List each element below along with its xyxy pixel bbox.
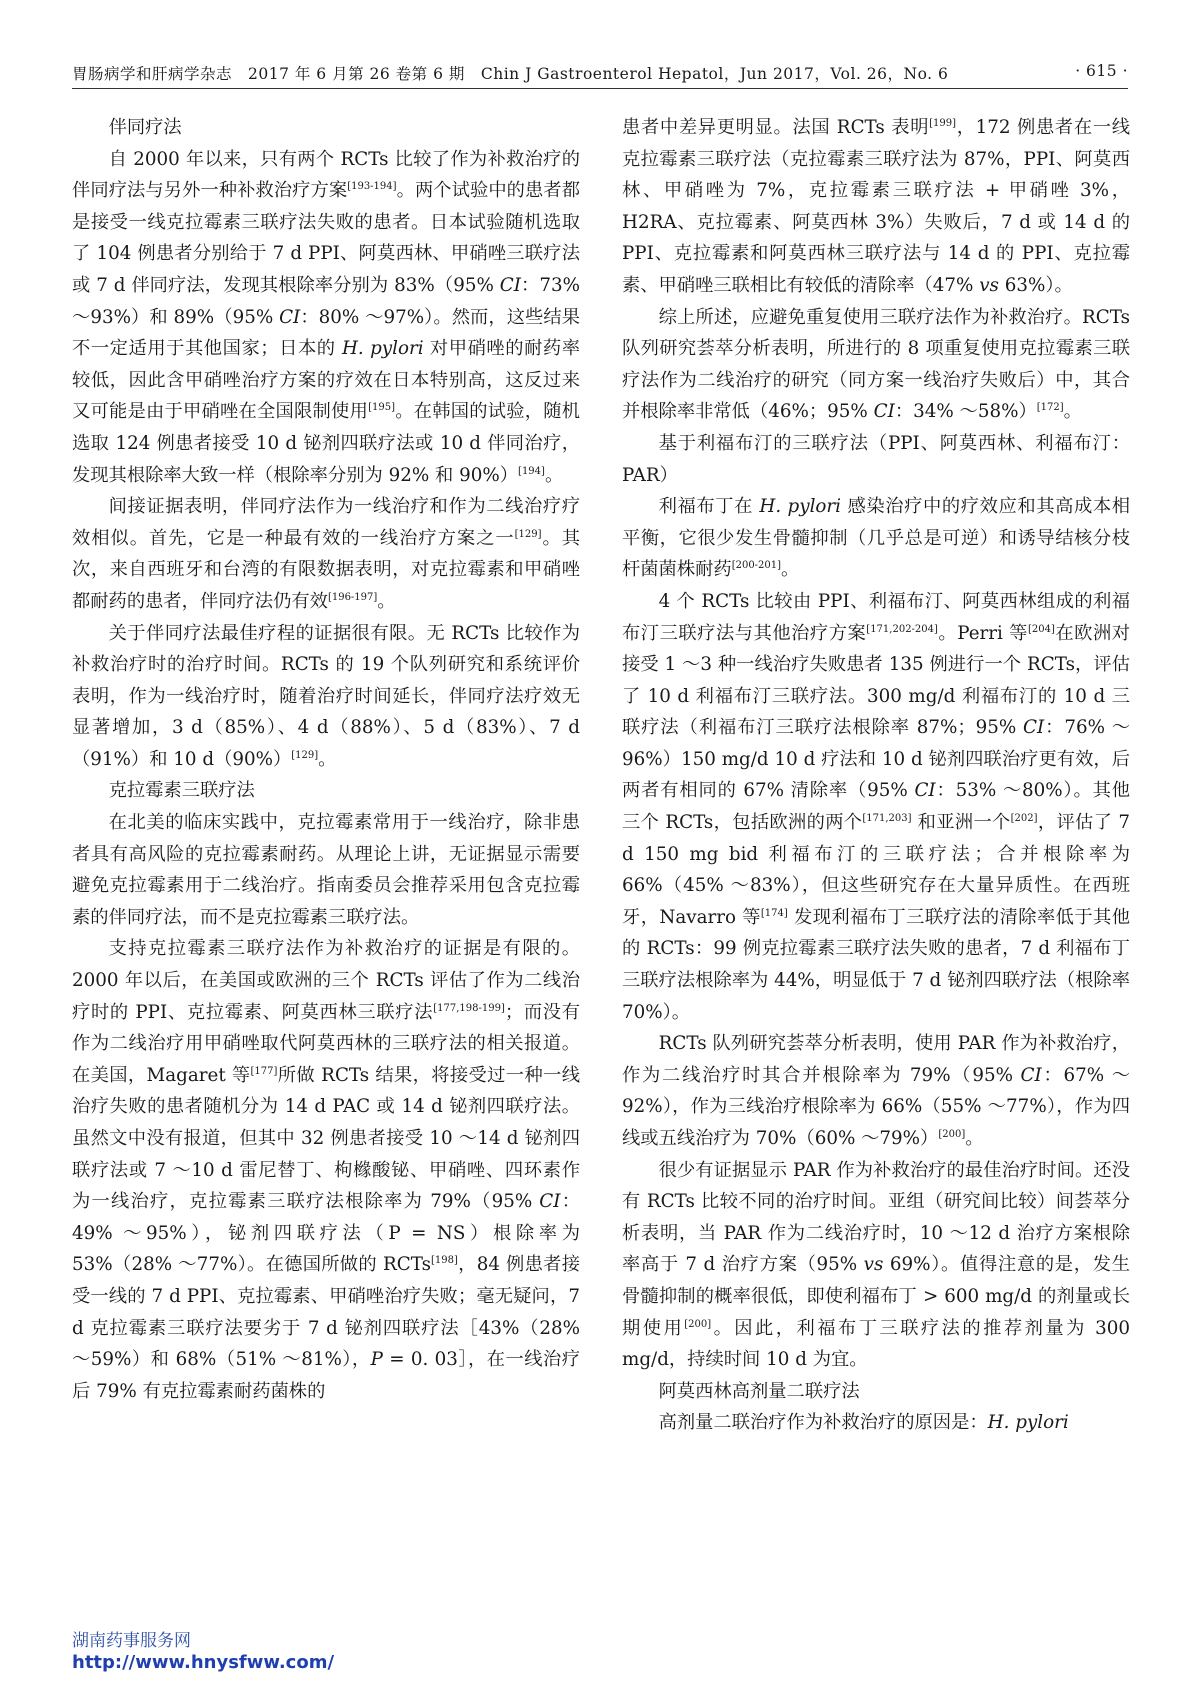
paragraph: RCTs 队列研究荟萃分析表明，使用 PAR 作为补救治疗，作为二线治疗时其合并根除率为 79%（95% CI：67% ～92%），作为三线治疗根除率为 66%（55% ～77%），作为四线或五线治疗为 70%（60% ～79%）[200]。 (622, 1033, 1130, 1149)
running-header (72, 62, 1128, 88)
citation: [129] (291, 749, 319, 761)
citation: [196-197] (327, 591, 378, 603)
citation: [200-201] (731, 560, 782, 572)
paragraph: 综上所述，应避免重复使用三联疗法作为补救治疗。RCTs 队列研究荟萃分析表明，所进行的 8 项重复使用克拉霉素三联疗法作为二线治疗的研究（同方案一线治疗失败后）中，其合并根除率非常低（46%；95% CI：34% ～58%）[172]。 (622, 306, 1130, 423)
section-heading-amoxicillin: 阿莫西林高剂量二联疗法 (658, 1380, 860, 1402)
citation: [129] (514, 528, 542, 540)
paragraph: 高剂量二联治疗作为补救治疗的原因是：H. pylori (658, 1412, 1069, 1434)
citation: [193-194] (347, 181, 397, 193)
header-rule (72, 88, 1128, 89)
citation: [200] (938, 1128, 966, 1140)
citation: [177] (250, 1065, 278, 1077)
citation: [172] (1036, 402, 1064, 414)
citation: [199] (929, 117, 957, 129)
citation: [198] (431, 1255, 458, 1267)
citation: [171,203] (862, 812, 912, 824)
citation: [171,202-204] (866, 623, 938, 635)
paragraph: 关于伴同疗法最佳疗程的证据很有限。无 RCTs 比较作为补救治疗时的治疗时间。RCTs 的 19 个队列研究和系统评价表明，作为一线治疗时，随着治疗时间延长，伴同疗法疗效无显著增加，3 d（85%）、4 d（88%）、5 d（83%）、7 d（91%）和 10 d（90%）[129]。 (72, 622, 580, 770)
page-number: · 615 · (1075, 62, 1128, 80)
citation: [177,198-199] (433, 1002, 505, 1014)
paragraph: 自 2000 年以来，只有两个 RCTs 比较了作为补救治疗的伴同疗法与另外一种补救治疗方案[193-194]。两个试验中的患者都是接受一线克拉霉素三联疗法失败的患者。日本试验随机选取了 104 例患者分别给于 7 d PPI、阿莫西林、甲硝唑三联疗法或 7 d 伴同疗法，发现其根除率分别为 83%（95% CI：73% ～93%）和 89%（95% CI：80% ～97%）。然而，这些结果不一定适用于其他国家；日本的 H. pylori 对甲硝唑的耐药率较低，因此含甲硝唑治疗方案的疗效在日本特别高，这反过来又可能是由于甲硝唑在全国限制使用[195]。在韩国的试验，随机选取 124 例患者接受 10 d 铋剂四联疗法或 10 d 伴同治疗，发现其根除率大致一样（根除率分别为 92% 和 90%）[194]。 (72, 148, 581, 486)
paragraph-continued: 患者中差异更明显。法国 RCTs 表明[199]，172 例患者在一线克拉霉素三联疗法（克拉霉素三联疗法为 87%，PPI、阿莫西林、甲硝唑为 7%，克拉霉素三联疗法 + 甲硝唑 3%，H2RA、克拉霉素、阿莫西林 3%）失败后，7 d 或 14 d 的 PPI、克拉霉素和阿莫西林三联疗法与 14 d 的 PPI、克拉霉素、甲硝唑三联相比有较低的清除率（47% vs 63%）。 (622, 117, 1130, 296)
right-column (622, 112, 1130, 1439)
paragraph: 很少有证据显示 PAR 作为补救治疗的最佳治疗时间。还没有 RCTs 比较不同的治疗时间。亚组（研究间比较）间荟萃分析表明，当 PAR 作为二线治疗时，10 ～12 d 治疗方案根除率高于 7 d 治疗方案（95% vs 69%）。值得注意的是，发生骨髓抑制的概率很低，即使利福布丁 > 600 mg/d 的剂量或长期使用[200]。因此，利福布丁三联疗法的推荐剂量为 300 mg/d，持续时间 10 d 为宜。 (622, 1159, 1130, 1371)
citation: [194] (518, 465, 545, 477)
site-name: 湖南药事服务网 (72, 1631, 191, 1651)
citation: [204] (1027, 623, 1055, 635)
journal-citation: 胃肠病学和肝病学杂志 2017 年 6 月第 26 卷第 6 期 Chin J Gastroenterol Hepatol，Jun 2017，Vol. 26，No. 6 (72, 65, 949, 83)
paragraph: 利福布丁在 H. pylori 感染治疗中的疗效应和其高成本相平衡，它很少发生骨髓抑制（几乎总是可逆）和诱导结核分枝杆菌菌株耐药[200-201]。 (622, 496, 1130, 581)
paragraph: 4 个 RCTs 比较由 PPI、利福布汀、阿莫西林组成的利福布汀三联疗法与其他治疗方案[171,202-204]。Perri 等[204]在欧洲对接受 1 ～3 种一线治疗失败患者 135 例进行一个 RCTs，评估了 10 d 利福布汀三联疗法。300 mg/d 利福布汀的 10 d 三联疗法（利福布汀三联疗法根除率 87%；95% CI：76% ～96%）150 mg/d 10 d 疗法和 10 d 铋剂四联治疗更有效，后两者有相同的 67% 清除率（95% CI：53% ～80%）。其他三个 RCTs，包括欧洲的两个[171,203] 和亚洲一个[202]，评估了 7 d 150 mg bid 利福布汀的三联疗法；合并根除率为 66%（45% ～83%），但这些研究存在大量异质性。在西班牙，Navarro 等[174] 发现利福布丁三联疗法的清除率低于其他的 RCTs：99 例克拉霉素三联疗法失败的患者，7 d 利福布丁三联疗法根除率为 44%，明显低于 7 d 铋剂四联疗法（根除率 70%）。 (622, 590, 1131, 1023)
section-heading-concomitant: 伴同疗法 (108, 117, 182, 138)
paragraph: 支持克拉霉素三联疗法作为补救治疗的证据是有限的。2000 年以后，在美国或欧洲的三个 RCTs 评估了作为二线治疗时的 PPI、克拉霉素、阿莫西林三联疗法[177,198-199]；而没有作为二线治疗用甲硝唑取代阿莫西林的三联疗法的相关报道。在美国，Magaret 等[177]所做 RCTs 结果，将接受过一种一线治疗失败的患者随机分为 14 d PAC 或 14 d 铋剂四联疗法。虽然文中没有报道，但其中 32 例患者接受 10 ～14 d 铋剂四联疗法或 7 ～10 d 雷尼替丁、枸橼酸铋、甲硝唑、四环素作为一线治疗，克拉霉素三联疗法根除率为 79%（95% CI：49% ～95%），铋剂四联疗法（P = NS）根除率为 53%（28% ～77%）。在德国所做的 RCTs[198]，84 例患者接受一线的 7 d PPI、克拉霉素、甲硝唑治疗失败；毫无疑问，7 d 克拉霉素三联疗法要劣于 7 d 铋剂四联疗法［43%（28% ～59%）和 68%（51% ～81%），P = 0. 03］，在一线治疗后 79% 有克拉霉素耐药菌株的 (72, 938, 581, 1402)
citation: [202] (1010, 812, 1038, 824)
section-heading-rifabutin: 基于利福布汀的三联疗法（PPI、阿莫西林、利福布汀：PAR） (622, 432, 1130, 486)
citation: [195] (368, 402, 395, 414)
paragraph: 在北美的临床实践中，克拉霉素常用于一线治疗，除非患者具有高风险的克拉霉素耐药。从理论上讲，无证据显示需要避免克拉霉素用于二线治疗。指南委员会推荐采用包含克拉霉素的伴同疗法，而不是克拉霉素三联疗法。 (72, 812, 580, 928)
site-url-link[interactable]: http://www.hnysfww.com/ (72, 1652, 335, 1673)
left-column (72, 112, 580, 1407)
paragraph: 间接证据表明，伴同疗法作为一线治疗和作为二线治疗疗效相似。首先，它是一种最有效的一线治疗方案之一[129]。其次，来自西班牙和台湾的有限数据表明，对克拉霉素和甲硝唑都耐药的患者，伴同疗法仍有效[196-197]。 (72, 496, 581, 612)
citation: [200] (684, 1318, 712, 1330)
citation: [174] (760, 907, 788, 919)
section-heading-clarithromycin: 克拉霉素三联疗法 (108, 780, 255, 802)
footer-watermark (72, 1630, 334, 1674)
